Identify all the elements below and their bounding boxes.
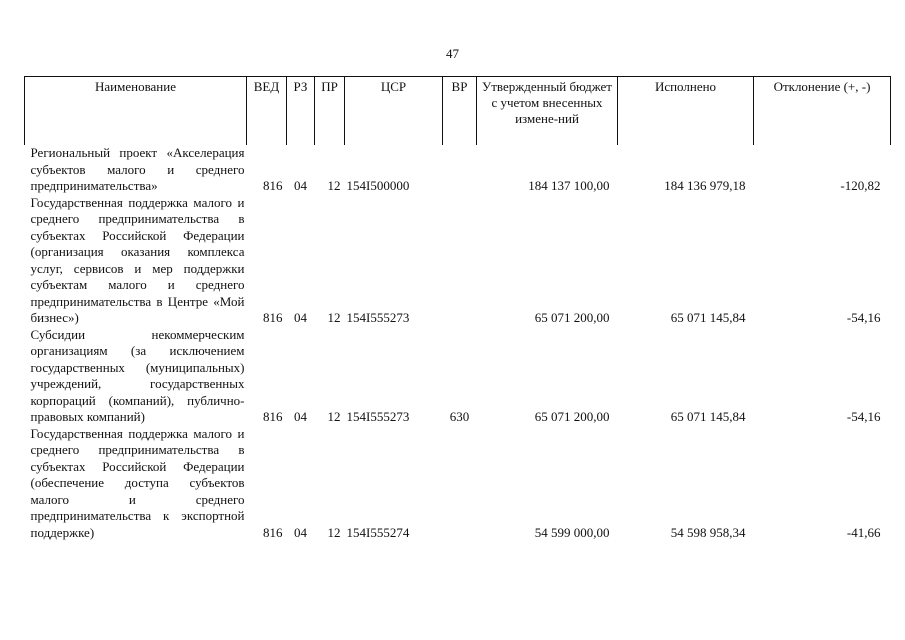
cell-csr: 154I555274 <box>346 524 410 540</box>
budget-execution-table <box>24 76 891 541</box>
cell-vr <box>443 145 477 195</box>
cell-deviation: -120,82 <box>840 178 881 193</box>
cell-deviation: -41,66 <box>846 524 881 540</box>
cell-pr: 12 <box>327 310 341 325</box>
header-name: Наименование <box>25 77 247 146</box>
header-csr: ЦСР <box>345 77 443 146</box>
header-rz: РЗ <box>287 77 315 146</box>
cell-approved: 65 071 200,00 <box>534 409 610 424</box>
cell-vr <box>443 426 477 542</box>
header-executed: Исполнено <box>618 77 754 146</box>
cell-csr: 154I500000 <box>346 178 410 193</box>
cell-name: Государственная поддержка малого и среднего предпринимательства в субъектах Российской Федерации (обеспечение доступа субъектов малого и среднего предпринимательства к экспортной поддержке) <box>30 425 245 540</box>
table-row <box>25 195 891 327</box>
header-approved-budget: Утвержденный бюджет с учетом внесенных измене-ний <box>477 77 618 146</box>
page-number: 47 <box>446 46 459 61</box>
cell-name: Субсидии некоммерческим организациям (за исключением государственных (муниципальных) учреждений, государственных корпораций (компаний), публично-правовых компаний) <box>30 326 245 424</box>
cell-ved: 816 <box>263 310 283 325</box>
cell-name: Региональный проект «Акселерация субъектов малого и среднего предпринимательства» <box>30 145 245 193</box>
cell-executed: 54 598 958,34 <box>670 524 746 540</box>
cell-approved: 54 599 000,00 <box>534 524 610 540</box>
cell-approved: 65 071 200,00 <box>534 310 610 325</box>
table-row <box>25 426 891 542</box>
table-header <box>25 77 891 146</box>
header-pr: ПР <box>315 77 345 146</box>
cell-deviation: -54,16 <box>846 409 881 424</box>
cell-executed: 65 071 145,84 <box>670 409 746 424</box>
cell-ved: 816 <box>263 524 283 540</box>
cell-vr: 630 <box>449 409 470 424</box>
cell-deviation: -54,16 <box>846 310 881 325</box>
table-row <box>25 327 891 426</box>
header-vr: ВР <box>443 77 477 146</box>
cell-rz: 04 <box>294 178 307 193</box>
cell-csr: 154I555273 <box>346 409 410 424</box>
cell-pr: 12 <box>327 524 341 540</box>
table-body <box>25 145 891 541</box>
cell-vr <box>443 195 477 327</box>
cell-executed: 184 136 979,18 <box>664 178 746 193</box>
cell-ved: 816 <box>263 178 283 193</box>
table-row <box>25 145 891 195</box>
cell-approved: 184 137 100,00 <box>528 178 610 193</box>
cell-executed: 65 071 145,84 <box>670 310 746 325</box>
cell-rz: 04 <box>294 524 307 540</box>
header-deviation: Отклонение (+, -) <box>754 77 891 146</box>
cell-pr: 12 <box>327 409 341 424</box>
cell-name: Государственная поддержка малого и среднего предпринимательства в субъектах Российской Федерации (организация оказания комплекса услуг, сервисов и мер поддержки субъектам малого и среднего предпринимательства в Центре «Мой бизнес») <box>30 194 245 325</box>
cell-ved: 816 <box>263 409 283 424</box>
header-ved: ВЕД <box>247 77 287 146</box>
cell-rz: 04 <box>294 310 307 325</box>
cell-csr: 154I555273 <box>346 310 410 325</box>
cell-rz: 04 <box>294 409 307 424</box>
cell-pr: 12 <box>327 178 341 193</box>
